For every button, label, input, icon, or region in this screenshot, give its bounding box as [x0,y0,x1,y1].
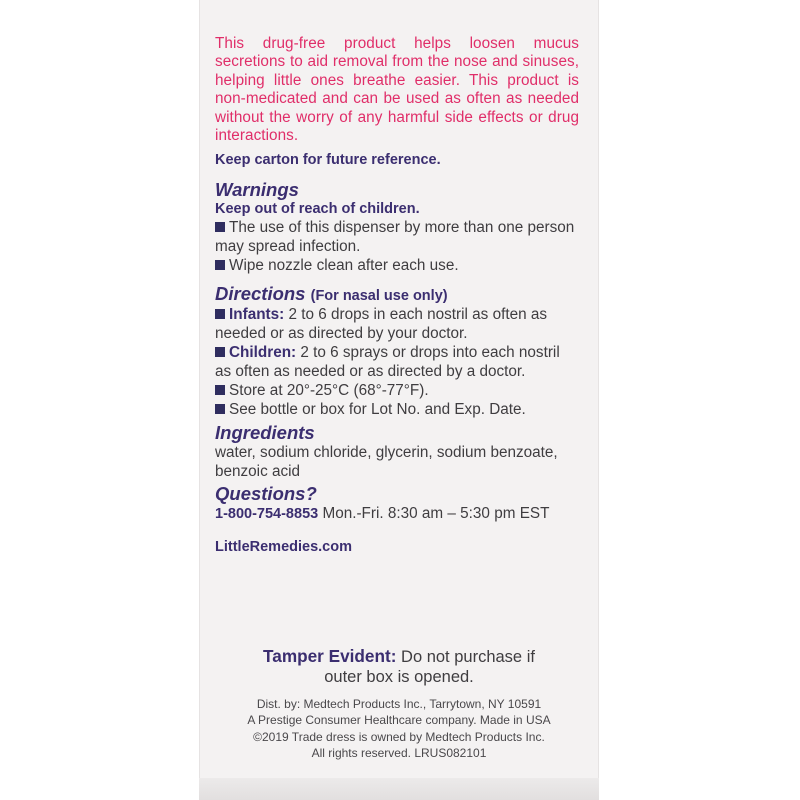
tamper-label: Tamper Evident: [263,646,397,666]
dist-line: ©2019 Trade dress is owned by Medtech Products Inc. [253,729,545,744]
square-bullet-icon [215,260,225,270]
direction-label: Infants: [229,306,285,324]
distribution-info [199,696,599,761]
contact-line [215,504,579,524]
ingredients-section [215,423,579,481]
direction-item: Store at 20°-25°C (68°-77°F). [215,381,579,400]
tamper-text-line1: Do not purchase if [401,648,535,666]
square-bullet-icon [215,222,225,232]
ingredients-heading: Ingredients [215,422,315,444]
dist-line: All rights reserved. LRUS082101 [311,745,487,760]
direction-item: Infants: 2 to 6 drops in each nostril as often as needed or as directed by your doctor. [215,306,548,343]
directions-heading-line [215,284,579,305]
square-bullet-icon [215,385,225,395]
tamper-text-line2: outer box is opened. [324,668,474,686]
website: LittleRemedies.com [215,538,352,555]
keep-carton-note: Keep carton for future reference. [215,152,441,169]
directions-note: (For nasal use only) [310,288,448,305]
warnings-heading: Warnings [215,179,299,201]
hours: Mon.-Fri. 8:30 am – 5:30 pm EST [322,505,550,523]
intro-text: This drug-free product helps loosen mucus secretions to aid removal from the nose and sinuses, helping little ones breathe easier. This product is non-medicated and can be used as often as needed without the worry of any harmful side effects or drug interactions. [215,35,579,145]
dist-line: Dist. by: Medtech Products Inc., Tarrytown, NY 10591 [256,697,542,711]
directions-section [215,284,579,419]
direction-item: Children: 2 to 6 sprays or drops into each nostril as often as needed or as directed by a doctor. [215,344,560,381]
square-bullet-icon [215,347,225,357]
direction-label: Children: [229,344,297,362]
carton-panel [199,0,599,800]
dist-line: A Prestige Consumer Healthcare company. Made in USA [247,713,551,728]
phone-number: 1-800-754-8853 [215,506,319,523]
warnings-section [215,180,579,275]
square-bullet-icon [215,309,225,319]
direction-item: See bottle or box for Lot No. and Exp. Date. [215,400,579,419]
ingredients-text: water, sodium chloride, glycerin, sodium benzoate, benzoic acid [215,444,558,481]
directions-heading: Directions [215,283,306,305]
warning-item: Wipe nozzle clean after each use. [215,256,579,275]
questions-section [215,484,579,555]
warning-item: The use of this dispenser by more than one person may spread infection. [215,219,575,256]
warnings-subheading: Keep out of reach of children. [215,201,420,218]
square-bullet-icon [215,404,225,414]
questions-heading: Questions? [215,483,317,505]
tamper-evident-notice [199,646,599,687]
label-content [215,35,579,569]
